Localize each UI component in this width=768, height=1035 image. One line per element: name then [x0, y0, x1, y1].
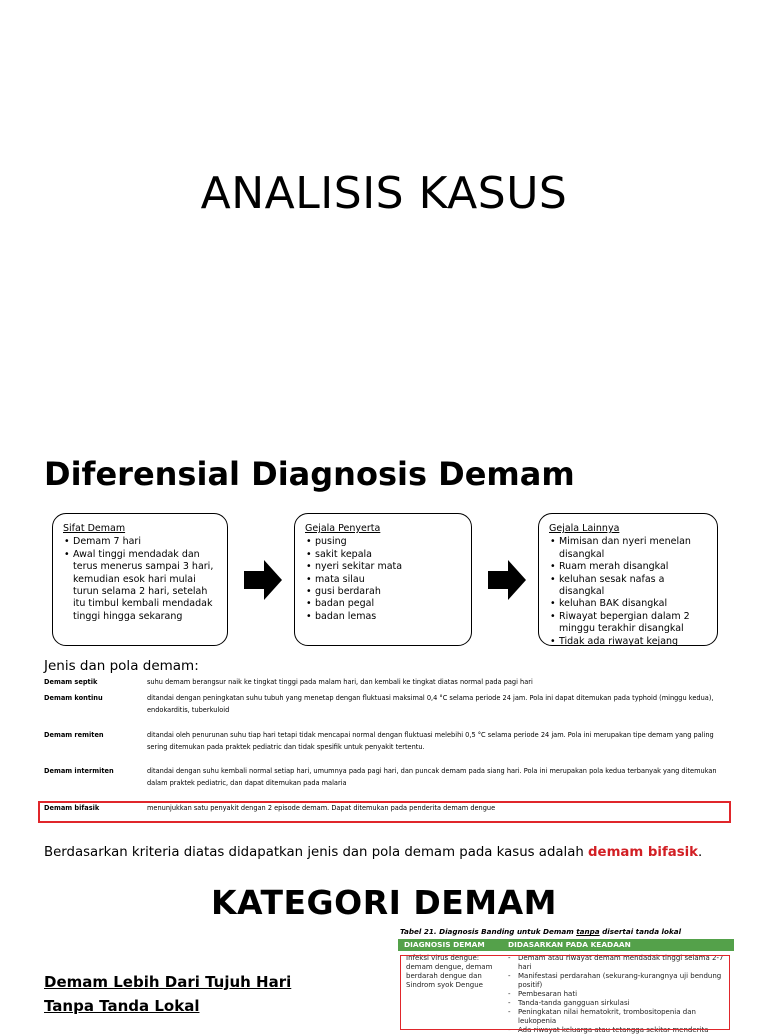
- gejala-penyerta-heading: Gejala Penyerta: [305, 523, 381, 534]
- list-item: • keluhan sesak nafas a disangkal: [549, 574, 707, 599]
- list-item: • Demam 7 hari: [63, 536, 217, 548]
- bifasik-highlight-box: [38, 801, 731, 823]
- fever-type-desc: ditandai oleh penurunan suhu tiap hari tetapi tidak mencapai normal dengan fluktuasi melebihi 0,5 °C selama periode 24 jam. Pola ini merupakan tipe demam yang paling sering ditemukan pada praktek pediatric dan tidak spesifik untuk penyakit tertentu.: [147, 731, 714, 751]
- list-item: • mata silau: [305, 574, 461, 586]
- fever-type-name: Demam bifasik: [44, 804, 100, 812]
- list-item: • nyeri sekitar mata: [305, 561, 461, 573]
- table-header: [398, 939, 734, 951]
- sifat-demam-box: [52, 513, 228, 646]
- section-title: Diferensial Diagnosis Demam: [44, 455, 575, 493]
- conclusion-body: Berdasarkan kriteria diatas didapatkan jenis dan pola demam pada kasus adalah: [44, 845, 589, 860]
- fever-type-name: Demam intermiten: [44, 767, 114, 775]
- fever-type-desc: ditandai dengan suhu kembali normal setiap hari, umumnya pada pagi hari, dan puncak demam pada siang hari. Pola ini merupakan pola kedua terbanyak yang ditemukan dalam praktek pediatric, dan dapat ditemukan pada malaria: [147, 767, 717, 787]
- list-item: • badan pegal: [305, 598, 461, 610]
- column-header: DIAGNOSIS DEMAM: [404, 940, 485, 949]
- fever-type-desc: ditandai dengan peningkatan suhu tubuh yang menetap dengan fluktuasi maksimal 0,4 °C selama periode 24 jam. Pola ini dapat ditemukan pada typhoid (minggu kedua), endokarditis, tuberkuloid: [147, 694, 714, 714]
- jenis-pola-heading: Jenis dan pola demam:: [44, 658, 199, 674]
- fever-type-desc: suhu demam berangsur naik ke tingkat tinggi pada malam hari, dan kembali ke tingkat diatas normal pada pagi hari: [147, 678, 533, 686]
- arrow-right-icon: [244, 560, 282, 600]
- list-item: - Pembesaran hati: [506, 990, 732, 999]
- caption-part: Tabel 21. Diagnosis Banding untuk Demam: [400, 927, 577, 936]
- list-item: - Peningkatan nilai hematokrit, trombositopenia dan leukopenia: [506, 1008, 732, 1026]
- page-title: ANALISIS KASUS: [200, 168, 568, 219]
- gejala-penyerta-box: [294, 513, 472, 646]
- table-highlight-box: [400, 955, 730, 1030]
- fever-type-name: Demam septik: [44, 678, 98, 686]
- caption-part: tanpa: [576, 927, 600, 936]
- list-item: • sakit kepala: [305, 549, 461, 561]
- gejala-lainnya-box: [538, 513, 718, 646]
- list-item: • gusi berdarah: [305, 586, 461, 598]
- fever-type-row: [44, 676, 734, 690]
- sifat-demam-heading: Sifat Demam: [63, 523, 126, 534]
- arrow-right-icon: [488, 560, 526, 600]
- conclusion-end: .: [698, 845, 703, 860]
- caption-part: disertai tanda lokal: [599, 927, 682, 936]
- list-item: • Ruam merah disangkal: [549, 561, 707, 573]
- list-item: • Tidak ada riwayat kejang: [549, 636, 707, 648]
- list-item: - Ada riwayat keluarga atau tetangga sekitar menderita: [506, 1026, 732, 1035]
- kategori-title: KATEGORI DEMAM: [210, 883, 558, 922]
- fever-type-row: [44, 729, 734, 755]
- fever-type-row: [44, 692, 734, 718]
- list-item: - Tanda-tanda gangguan sirkulasi: [506, 999, 732, 1008]
- list-item: • keluhan BAK disangkal: [549, 598, 707, 610]
- kategori-subheading: Demam Lebih Dari Tujuh Hari Tanpa Tanda Lokal: [44, 973, 292, 1015]
- list-item: • Awal tinggi mendadak dan terus menerus sampai 3 hari, kemudian esok hari mulai turun selama 2 hari, setelah itu timbul kembali mendadak tinggi hingga sekarang: [63, 549, 217, 623]
- list-item: - Manifestasi perdarahan (sekurang-kurangnya uji bendung positif): [506, 972, 732, 990]
- gejala-lainnya-heading: Gejala Lainnya: [549, 523, 620, 534]
- conclusion-text: [44, 845, 702, 860]
- list-item: • Riwayat bepergian dalam 2 minggu terakhir disangkal: [549, 611, 707, 636]
- fever-type-desc: menunjukkan satu penyakit dengan 2 episode demam. Dapat ditemukan pada penderita demam dengue: [147, 804, 496, 812]
- column-header: DIDASARKAN PADA KEADAAN: [508, 940, 631, 949]
- list-item: • pusing: [305, 536, 461, 548]
- list-item: • Mimisan dan nyeri menelan disangkal: [549, 536, 707, 561]
- table-caption: [398, 925, 734, 939]
- list-item: - Demam atau riwayat demam mendadak tinggi selama 2-7 hari: [506, 954, 732, 972]
- fever-type-name: Demam remiten: [44, 731, 104, 739]
- fever-type-row: [44, 765, 734, 791]
- list-item: • badan lemas: [305, 611, 461, 623]
- fever-type-name: Demam kontinu: [44, 694, 103, 702]
- table-cell: Infeksi virus dengue: demam dengue, demam berdarah dengue dan Sindrom syok Dengue: [406, 954, 493, 989]
- conclusion-highlight: demam bifasik: [588, 845, 699, 860]
